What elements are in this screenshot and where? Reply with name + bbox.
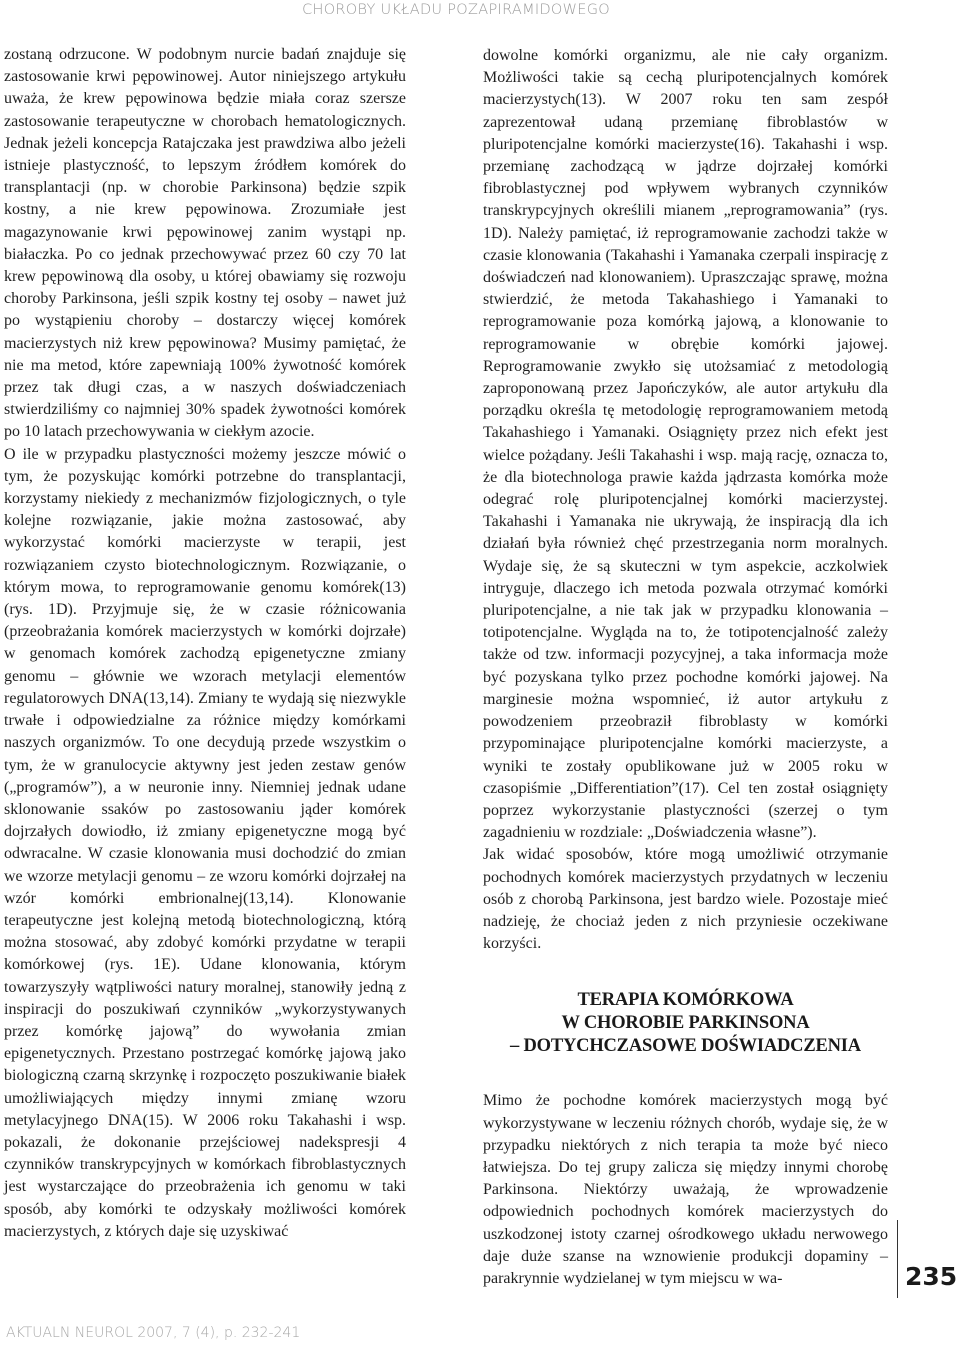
body-paragraph: dowolne komórki organizmu, ale nie cały organizm. Możliwości takie są cechą pluripotencjalnych komórek macierzystych(13). W 2007 roku ten sam zespół zaprezentował udaną przemianę fibroblastów w pluripotencjalne komórki macierzyste(16). Takahashi i wsp. przemianę zachodzącą w jądrze dojrzałej komórki fibroblastycznej pod wpływem wybranych czynników transkrypcyjnych określili mianem „reprogramowania” (rys. 1D). Należy pamiętać, iż reprogramowanie zachodzi także w czasie klonowania (Takahashi i Yamanaka czerpali inspirację z doświadczeń nad klonowaniem). Upraszczając sprawę, można stwierdzić, że metoda Takahashiego i Yamanaki to reprogramowanie poza komórką jajową, a klonowanie to reprogramowanie w obrębie komórki jajowej. Reprogramowanie zwykło się utożsamiać z metodologią zaproponowaną przez Japończyków, ale autor artykułu dla porządku określa tę metodologię reprogramowaniem metodą Takahashiego i Yamanaki. Osiągnięty przez nich efekt jest wielce pożądany. Jeśli Takahashi i wsp. mają rację, oznacza to, że dla biotechnologa prawie każda jądrzasta komórka może odegrać rolę pluripotencjalnej komórki macierzystej. Takahashi i Yamanaka nie ukrywają, że inspiracją dla ich działań była również chęć przestrzegania norm moralnych. Wydaje się, że są skuteczni w tym aspekcie, aczkolwiek intryguje, dlaczego ich metoda pozwala otrzymać komórki pluripotencjalne, a nie tak jak w przypadku klonowania – totipotencjalne. Wygląda na to, że totipotencjalność zależy także od tzw. informacji pozycyjnej, a taka informacja może być pozyskana tylko przez pochodne komórki jajowej. Na marginesie można wspomnieć, iż autor artykułu z powodzeniem przeobraził fibroblasty w komórki przypominające pluripotencjalne komórki macierzyste, a wyniki te zostały opublikowane już w 2005 roku w czasopiśmie „Differentiation”(17). Cel ten został osiągnięty poprzez wykorzystanie plastyczności (szerzej o tym zagadnieniu w rozdziale: „Doświadczenia własne”). bbox=[483, 47, 888, 842]
section-heading-line: – DOTYCHCZASOWE DOŚWIADCZENIA bbox=[510, 1036, 861, 1057]
body-paragraph: Mimo że pochodne komórek macierzystych mogą być wykorzystywane w leczeniu różnych chorób, wydaje się, że w przypadku niektórych z nich terapia ta może być nieco łatwiejsza. Do tej grupy zalicza się między innymi chorobę Parkinsona. Niektórzy uważają, że wprowadzenie odpowiednich pochodnych komórek macierzystych do uszkodzonej istoty czarnej ośrodkowego układu nerwowego daje duże szanse na wznowienie produkcji dopaminy – parakrynnie wydzielanej w tym miejscu w wa- bbox=[483, 1092, 888, 1287]
body-paragraph: Jak widać sposobów, które mogą umożliwić otrzymanie pochodnych komórek macierzystych przydatnych w leczeniu osób z chorobą Parkinsona, jest bardzo wiele. Pozostaje mieć nadzieję, że chociaż jeden z nich przyniesie oczekiwane korzyści. bbox=[483, 846, 888, 953]
body-paragraph: zostaną odrzucone. W podobnym nurcie badań znajduje się zastosowanie krwi pępowinowej. Autor niniejszego artykułu uważa, że krew pępowinowa będzie miała coraz szersze zastosowanie terapeutyczne w chorobach hematologicznych. Jednak jeżeli koncepcja Ratajczaka jest prawdziwa albo jeżeli istnieje plastyczność, to lepszym źródłem komórek do transplantacji (np. w chorobie Parkinsona) będzie szpik kostny, a nie krew pępowinowa. Zrozumiałe jest magazynowanie krwi pępowinowej zanim wystąpi np. białaczka. Po co jednak przechowywać przez 60 czy 70 lat krew pępowinową dla osoby, u której obawiamy się rozwoju choroby Parkinsona, jeśli szpik kostny tej osoby – nawet już po wystąpieniu choroby – dostarczy więcej komórek macierzystych niż krew pępowinowa? Musimy pamiętać, że nie ma metod, które zapewniają 100% żywotność komórek przez tak długi czas, a w naszych doświadczeniach stwierdziliśmy co najmniej 30% spadek żywotności komórek po 10 latach przechowywania w ciekłym azocie. bbox=[4, 46, 406, 441]
body-paragraph: O ile w przypadku plastyczności możemy jeszcze mówić o tym, że pozyskując komórki potrzebne do transplantacji, korzystamy niekiedy z mechanizmów fizjologicznych, o tyle kolejne rozwiązanie, jakie można zastosować, aby wykorzystać komórki macierzyste w terapii, jest rozwiązaniem czysto biotechnologicznym. Rozwiązanie, o którym mowa, to reprogramowanie genomu komórek(13) (rys. 1D). Przyjmuje się, że w czasie różnicowania (przeobrażania komórek macierzystych w komórki dojrzałe) w genomach komórek zachodzą epigenetyczne zmiany genomu – głównie we wzorach metylacji elementów regulatorowych DNA(13,14). Zmiany te wydają się niezwykle trwałe i odpowiedzialne za różnice między komórkami naszych organizmów. To one decydują przede wszystkim o tym, że w granulocycie aktywny jest jeden zestaw genów („programów”), a w neuronie inny. Niemniej jednak udane sklonowanie ssaków po zastosowaniu jąder komórek dojrzałych dowiodło, iż zmiany epigenetyczne mogą być odwracalne. W czasie klonowania musi dochodzić do zmian we wzorze metylacji genomu – ze wzoru komórki dojrzałej na wzór komórki embrionalnej(13,14). Klonowanie terapeutyczne jest kolejną metodą biotechnologiczną, którą można stosować, aby zdobyć komórki przydatne w terapii komórkowej (rys. 1E). Udane klonowania, którym towarzyszyły wątpliwości natury moralnej, stanowiły jedną z inspiracji do poszukiwań czynników „wykorzystywanych przez komórkę jajową” do wywołania zmian epigenetycznych. Przestano postrzegać komórkę jajową jako biologiczną czarną skrzynkę i rozpoczęto poszukiwanie białek umożliwiających między innymi zmianę wzoru metylacyjnego DNA(15). W 2006 roku Takahashi i wsp. pokazali, że dokonanie przejściowej nadekspresji 4 czynników transkrypcyjnych w komórkach fibroblastycznych jest wystarczające do przeobrażenia ich genomu w taki sposób, aby komórki te odzyskały możliwości komórek macierzystych, z których daje się uzyskiwać bbox=[4, 445, 406, 1240]
section-heading-line: TERAPIA KOMÓRKOWA bbox=[577, 990, 794, 1011]
running-head: CHOROBY UKŁADU POZAPIRAMIDOWEGO bbox=[302, 2, 610, 18]
journal-citation: AKTUALN NEUROL 2007, 7 (4), p. 232-241 bbox=[6, 1325, 301, 1341]
section-heading-line: W CHOROBIE PARKINSONA bbox=[561, 1013, 810, 1034]
page-number: 235 bbox=[905, 1262, 958, 1291]
page-number-rule bbox=[897, 1220, 898, 1298]
section-heading bbox=[483, 989, 888, 1058]
left-column bbox=[4, 44, 406, 1243]
right-column bbox=[483, 45, 888, 1290]
